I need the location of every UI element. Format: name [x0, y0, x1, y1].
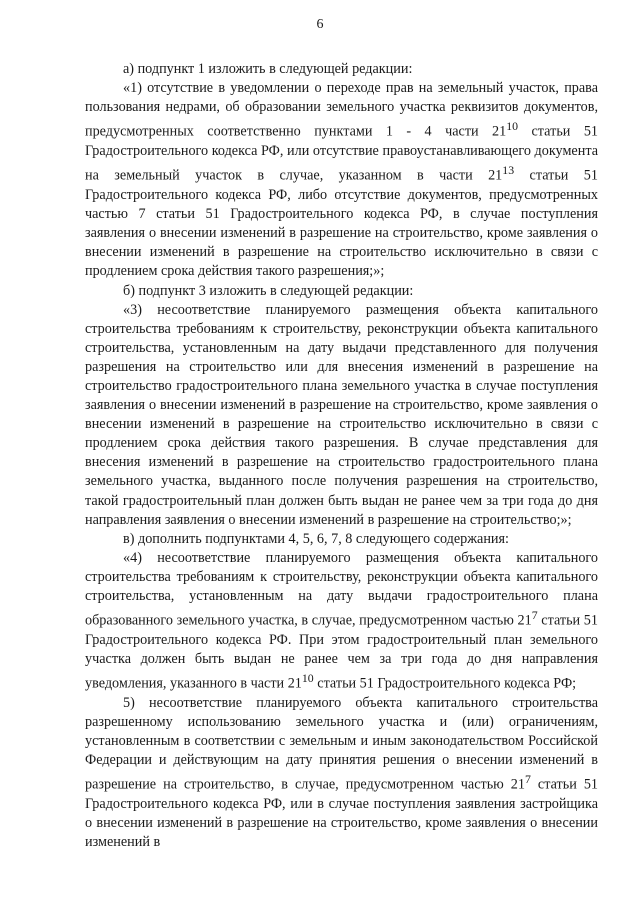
text-segment: «4) несоответствие планируемого размещения объекта капитального строительства требованиям к строительству, реконструкции объекта капитального строительства, установленным на дату выдачи градостроительного плана образованного земельного участка, в случае, предусмотренном частью 21 [85, 549, 598, 629]
superscript-reference: 13 [502, 163, 515, 178]
superscript-reference: 10 [506, 119, 519, 134]
paragraph-p6 [85, 549, 598, 694]
paragraph-p5 [85, 530, 598, 549]
text-segment: статьи 51 Градостроительного кодекса РФ, или в случае поступления заявления застройщика о внесении изменений в разрешение на строительство, кроме заявления о внесении изменений в [85, 777, 599, 851]
text-segment: а) подпункт 1 изложить в следующей редакции: [123, 61, 413, 77]
superscript-reference: 10 [301, 671, 314, 686]
paragraph-p1 [85, 60, 598, 79]
text-segment: статьи 51 Градостроительного кодекса РФ, или отсутствие правоустанавливающего документа на земельный участок в случае, указанном в части 21 [85, 124, 599, 184]
text-segment: б) подпункт 3 изложить в следующей редакции: [123, 282, 414, 299]
page-number: 6 [316, 17, 324, 32]
superscript-reference: 7 [531, 608, 538, 623]
text-segment: «3) несоответствие планируемого размещения объекта капитального строительства требованиям к строительству, реконструкции объекта капитального строительства, установленным на дату выдачи представленного для получения разрешения на строительство или для внесения изменений в разрешение на строительство градостроительного плана земельного участка в случае поступления заявления о внесении изменений в разрешение на строительство, кроме заявления о внесении изменений в разрешение на строительство исключительно в связи с продлением срока действия такого разрешения. В случае представления для внесения изменений в разрешение на строительство градостроительного плана земельного участка, выданного после получения разрешения на строительство, такой градостроительный план должен быть выдан не ранее чем за три года до дня направления заявления о внесении изменений в разрешение на строительство;»; [85, 301, 598, 528]
text-segment: статьи 51 Градостроительного кодекса РФ, либо отсутствие документов, предусмотренных частью 7 статьи 51 Градостроительного кодекса РФ, в случае поступления заявления о внесении изменений в разрешение на строительство, кроме заявления о внесении изменений в разрешение на строительство исключительно в связи с продлением срока действия такого разрешения;»; [85, 167, 598, 280]
paragraph-p4 [85, 301, 598, 530]
superscript-reference: 7 [525, 772, 531, 787]
text-segment: в) дополнить подпунктами 4, 5, 6, 7, 8 следующего содержания: [123, 530, 509, 547]
text-segment: статьи 51 Градостроительного кодекса РФ; [313, 675, 577, 692]
paragraph-p3 [85, 282, 598, 301]
text-segment: «1) отсутствие в уведомлении о переходе прав на земельный участок, права пользования недрами, об образовании земельного участка реквизитов документов, предусмотренных соответственно пунктами 1 - 4 части 21 [85, 80, 598, 141]
text-segment: статьи 51 Градостроительного кодекса РФ. При этом градостроительный план земельного участка должен быть выдан не ранее чем за три года до дня направления уведомления, указанного в части 21 [85, 612, 598, 692]
text-segment: 5) несоответствие планируемого объекта капитального строительства разрешенному использованию земельного участка и (или) ограничениям, установленным в соответствии с земельным и иным законодательством Российской Федерации и действующим на дату принятия решения о внесении изменений в разрешение на строительство, в случае, предусмотренном частью 21 [85, 694, 598, 794]
document-body [85, 60, 598, 852]
paragraph-p2 [85, 79, 598, 281]
paragraph-p7 [85, 694, 598, 852]
